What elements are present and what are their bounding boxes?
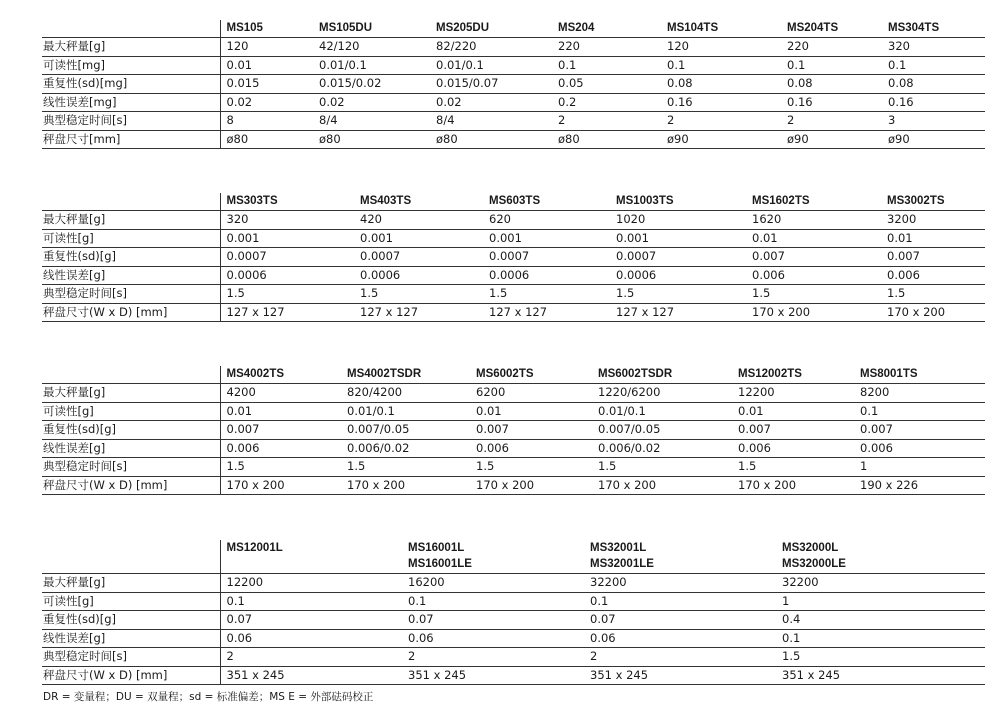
table-cell: 320 xyxy=(882,38,985,57)
table-cell: 0.007 xyxy=(854,421,985,440)
table-cell: 127 x 127 xyxy=(610,303,746,322)
table-cell: 0.01/0.1 xyxy=(313,56,430,75)
table-cell: 0.015 xyxy=(220,75,313,94)
model-header: MS105DU xyxy=(319,22,373,34)
table-cell: 0.006/0.02 xyxy=(341,439,470,458)
model-header: MS104TS xyxy=(667,22,719,34)
table-row xyxy=(42,402,985,421)
table-cell: 0.007 xyxy=(220,421,341,440)
table-cell: 6200 xyxy=(470,384,592,403)
table-cell: 0.2 xyxy=(552,93,661,112)
table-cell: 170 x 200 xyxy=(881,303,985,322)
row-label: 重复性(sd)[mg] xyxy=(42,75,220,94)
row-label: 线性误差[g] xyxy=(42,629,220,648)
table-row xyxy=(42,611,985,630)
table-cell: 8200 xyxy=(854,384,985,403)
row-label: 秤盘尺寸[mm] xyxy=(42,130,220,149)
row-label: 重复性(sd)[g] xyxy=(42,611,220,630)
table-row xyxy=(42,592,985,611)
row-label: 秤盘尺寸(W x D) [mm] xyxy=(42,303,220,322)
table-cell: 220 xyxy=(781,38,882,57)
table-row xyxy=(42,648,985,667)
table-row xyxy=(42,285,985,304)
table-cell: 0.001 xyxy=(354,229,483,248)
table-cell: 0.1 xyxy=(781,56,882,75)
row-label: 可读性[mg] xyxy=(42,56,220,75)
table-cell: 320 xyxy=(220,211,354,230)
header-row xyxy=(42,366,985,384)
table-cell: 0.07 xyxy=(584,611,776,630)
table-cell: 0.01/0.1 xyxy=(430,56,552,75)
table-row xyxy=(42,421,985,440)
table-cell: 1.5 xyxy=(592,458,732,477)
table-cell: 0.1 xyxy=(402,592,584,611)
table-cell: 127 x 127 xyxy=(483,303,610,322)
table-cell: 12200 xyxy=(732,384,854,403)
table-row xyxy=(42,38,985,57)
table-row xyxy=(42,56,985,75)
table-cell: 0.16 xyxy=(781,93,882,112)
table-cell: 0.16 xyxy=(661,93,781,112)
table-cell: 1.5 xyxy=(732,458,854,477)
table-cell: 2 xyxy=(220,648,402,667)
table-row xyxy=(42,93,985,112)
model-header: MS204 xyxy=(558,22,595,34)
table-cell: 0.0006 xyxy=(220,266,354,285)
table-cell: 0.05 xyxy=(552,75,661,94)
table-cell: 8/4 xyxy=(313,112,430,131)
table-cell: 127 x 127 xyxy=(354,303,483,322)
table-cell: 351 x 245 xyxy=(402,666,584,685)
model-header: MS1003TS xyxy=(616,195,674,207)
table-cell: 1220/6200 xyxy=(592,384,732,403)
table-cell: ø80 xyxy=(313,130,430,149)
table-cell: 0.01 xyxy=(746,229,881,248)
table-cell: 0.4 xyxy=(776,611,985,630)
row-label: 典型稳定时间[s] xyxy=(42,285,220,304)
table-cell: 170 x 200 xyxy=(746,303,881,322)
table-cell: 1.5 xyxy=(470,458,592,477)
row-label: 最大秤量[g] xyxy=(42,574,220,593)
table-cell: 0.0007 xyxy=(220,248,354,267)
table-cell: 0.006 xyxy=(854,439,985,458)
model-name-alt xyxy=(227,556,403,572)
model-header: MS8001TS xyxy=(860,368,918,380)
table-row xyxy=(42,629,985,648)
table-cell: 170 x 200 xyxy=(341,476,470,495)
table-cell: 1.5 xyxy=(354,285,483,304)
table-cell: 0.0006 xyxy=(610,266,746,285)
table-cell: 0.1 xyxy=(552,56,661,75)
table-cell: 0.0007 xyxy=(610,248,746,267)
table-cell: 2 xyxy=(661,112,781,131)
table-row xyxy=(42,266,985,285)
table-cell: 170 x 200 xyxy=(220,476,341,495)
table-cell: 0.01/0.1 xyxy=(341,402,470,421)
table-cell: 0.02 xyxy=(430,93,552,112)
table-cell: 1 xyxy=(854,458,985,477)
table-row xyxy=(42,303,985,322)
table-row xyxy=(42,130,985,149)
table-row xyxy=(42,476,985,495)
table-cell: 0.007 xyxy=(470,421,592,440)
table-cell: 170 x 200 xyxy=(470,476,592,495)
row-label: 线性误差[g] xyxy=(42,266,220,285)
table-cell: 120 xyxy=(661,38,781,57)
model-header: MS3002TS xyxy=(887,195,945,207)
table-cell: 0.006 xyxy=(220,439,341,458)
row-label: 典型稳定时间[s] xyxy=(42,458,220,477)
model-name: MS12001L xyxy=(226,542,283,554)
table-cell: 0.001 xyxy=(610,229,746,248)
model-header: MS403TS xyxy=(360,195,412,207)
spec-table-4 xyxy=(42,540,985,685)
table-row xyxy=(42,75,985,94)
table-cell: ø80 xyxy=(220,130,313,149)
table-cell: 420 xyxy=(354,211,483,230)
header-corner xyxy=(42,540,220,574)
model-header xyxy=(402,540,584,574)
table-row xyxy=(42,248,985,267)
model-header: MS1602TS xyxy=(752,195,810,207)
table-cell: 0.015/0.07 xyxy=(430,75,552,94)
table-cell: 0.01 xyxy=(732,402,854,421)
table-cell: ø90 xyxy=(781,130,882,149)
table-cell: 12200 xyxy=(220,574,402,593)
spec-table-3 xyxy=(42,366,985,495)
model-header: MS303TS xyxy=(220,193,354,211)
table-cell: 220 xyxy=(552,38,661,57)
table-cell: 1.5 xyxy=(341,458,470,477)
table-cell: 0.01 xyxy=(220,56,313,75)
table-cell: 3 xyxy=(882,112,985,131)
row-label: 最大秤量[g] xyxy=(42,38,220,57)
row-label: 典型稳定时间[s] xyxy=(42,112,220,131)
table-cell: 0.01/0.1 xyxy=(592,402,732,421)
table-cell: 170 x 200 xyxy=(732,476,854,495)
table-cell: 0.007 xyxy=(746,248,881,267)
row-label: 可读性[g] xyxy=(42,229,220,248)
table-cell: 351 x 245 xyxy=(220,666,402,685)
table-cell: 42/120 xyxy=(313,38,430,57)
table-cell: 0.16 xyxy=(882,93,985,112)
table-cell: 0.0007 xyxy=(483,248,610,267)
model-header: MS304TS xyxy=(888,22,940,34)
table-cell: 2 xyxy=(552,112,661,131)
table-cell: 0.06 xyxy=(402,629,584,648)
row-label: 秤盘尺寸(W x D) [mm] xyxy=(42,666,220,685)
table-cell: 127 x 127 xyxy=(220,303,354,322)
table-cell: 2 xyxy=(402,648,584,667)
table-row xyxy=(42,112,985,131)
row-label: 重复性(sd)[g] xyxy=(42,248,220,267)
table-cell: 0.006 xyxy=(470,439,592,458)
table-cell: 1.5 xyxy=(483,285,610,304)
table-row xyxy=(42,458,985,477)
table-row xyxy=(42,211,985,230)
table-cell: 0.015/0.02 xyxy=(313,75,430,94)
row-label: 最大秤量[g] xyxy=(42,384,220,403)
header-corner xyxy=(42,20,220,38)
row-label: 典型稳定时间[s] xyxy=(42,648,220,667)
header-row xyxy=(42,540,985,574)
table-cell: 0.08 xyxy=(661,75,781,94)
table-cell: 0.01 xyxy=(881,229,985,248)
model-header: MS4002TS xyxy=(220,366,341,384)
table-cell: 1.5 xyxy=(776,648,985,667)
model-name-alt: MS32001LE xyxy=(590,558,654,570)
table-cell: ø80 xyxy=(552,130,661,149)
table-row xyxy=(42,229,985,248)
table-cell: 0.08 xyxy=(882,75,985,94)
footnote: DR = 变量程；DU = 双量程；sd = 标准偏差；MS E = 外部砝码校正 xyxy=(43,691,374,703)
model-header: MS4002TSDR xyxy=(347,368,422,380)
table-cell: 0.07 xyxy=(220,611,402,630)
model-header: MS204TS xyxy=(787,22,839,34)
header-row xyxy=(42,193,985,211)
table-cell: 0.1 xyxy=(220,592,402,611)
model-header: MS105 xyxy=(220,20,313,38)
table-cell: 0.006 xyxy=(881,266,985,285)
table-cell: 0.08 xyxy=(781,75,882,94)
table-cell: 1020 xyxy=(610,211,746,230)
table-cell: 0.1 xyxy=(776,629,985,648)
table-row xyxy=(42,666,985,685)
model-name: MS32000L xyxy=(782,542,839,554)
table-cell: 0.07 xyxy=(402,611,584,630)
model-header xyxy=(776,540,985,574)
table-row xyxy=(42,384,985,403)
table-row xyxy=(42,439,985,458)
table-cell: 0.006 xyxy=(746,266,881,285)
model-header xyxy=(584,540,776,574)
table-cell: 1.5 xyxy=(746,285,881,304)
header-corner xyxy=(42,193,220,211)
table-cell: 32200 xyxy=(776,574,985,593)
table-cell: 0.01 xyxy=(220,402,341,421)
table-cell: 82/220 xyxy=(430,38,552,57)
table-cell: 0.1 xyxy=(854,402,985,421)
row-label: 线性误差[g] xyxy=(42,439,220,458)
model-header: MS6002TS xyxy=(476,368,534,380)
table-cell: ø90 xyxy=(661,130,781,149)
table-cell: 0.0006 xyxy=(483,266,610,285)
table-cell: 2 xyxy=(781,112,882,131)
table-cell: 351 x 245 xyxy=(776,666,985,685)
table-cell: 0.1 xyxy=(882,56,985,75)
table-cell: 170 x 200 xyxy=(592,476,732,495)
table-cell: 0.006/0.02 xyxy=(592,439,732,458)
table-cell: 0.001 xyxy=(483,229,610,248)
table-cell: 1.5 xyxy=(610,285,746,304)
table-cell: 620 xyxy=(483,211,610,230)
table-cell: 0.06 xyxy=(584,629,776,648)
model-header xyxy=(220,540,402,574)
row-label: 可读性[g] xyxy=(42,402,220,421)
table-cell: 0.1 xyxy=(584,592,776,611)
table-cell: 1 xyxy=(776,592,985,611)
table-cell: 351 x 245 xyxy=(584,666,776,685)
row-label: 重复性(sd)[g] xyxy=(42,421,220,440)
table-cell: 3200 xyxy=(881,211,985,230)
model-header: MS603TS xyxy=(489,195,541,207)
table-cell: 0.007 xyxy=(732,421,854,440)
table-cell: 4200 xyxy=(220,384,341,403)
header-corner xyxy=(42,366,220,384)
row-label: 可读性[g] xyxy=(42,592,220,611)
table-cell: 16200 xyxy=(402,574,584,593)
table-cell: 0.02 xyxy=(313,93,430,112)
table-cell: 1.5 xyxy=(220,458,341,477)
model-header: MS6002TSDR xyxy=(598,368,673,380)
table-cell: 190 x 226 xyxy=(854,476,985,495)
table-cell: 120 xyxy=(220,38,313,57)
model-header: MS12002TS xyxy=(738,368,802,380)
table-cell: ø90 xyxy=(882,130,985,149)
table-cell: 0.001 xyxy=(220,229,354,248)
table-cell: 1.5 xyxy=(881,285,985,304)
table-cell: ø80 xyxy=(430,130,552,149)
table-cell: 0.007/0.05 xyxy=(341,421,470,440)
table-cell: 0.1 xyxy=(661,56,781,75)
table-cell: 8/4 xyxy=(430,112,552,131)
spec-table-2 xyxy=(42,193,985,322)
row-label: 线性误差[mg] xyxy=(42,93,220,112)
table-cell: 1.5 xyxy=(220,285,354,304)
table-cell: 0.06 xyxy=(220,629,402,648)
model-name: MS16001L xyxy=(408,542,465,554)
row-label: 秤盘尺寸(W x D) [mm] xyxy=(42,476,220,495)
table-cell: 8 xyxy=(220,112,313,131)
header-row xyxy=(42,20,985,38)
model-name-alt: MS32000LE xyxy=(782,558,846,570)
table-cell: 0.007/0.05 xyxy=(592,421,732,440)
row-label: 最大秤量[g] xyxy=(42,211,220,230)
model-name-alt: MS16001LE xyxy=(408,558,472,570)
table-row xyxy=(42,574,985,593)
table-cell: 0.007 xyxy=(881,248,985,267)
table-cell: 0.02 xyxy=(220,93,313,112)
table-cell: 820/4200 xyxy=(341,384,470,403)
table-cell: 0.0007 xyxy=(354,248,483,267)
model-header: MS205DU xyxy=(436,22,490,34)
spec-table-1 xyxy=(42,20,985,149)
table-cell: 32200 xyxy=(584,574,776,593)
table-cell: 2 xyxy=(584,648,776,667)
table-cell: 0.0006 xyxy=(354,266,483,285)
table-cell: 0.01 xyxy=(470,402,592,421)
table-cell: 0.006 xyxy=(732,439,854,458)
table-cell: 1620 xyxy=(746,211,881,230)
model-name: MS32001L xyxy=(590,542,647,554)
